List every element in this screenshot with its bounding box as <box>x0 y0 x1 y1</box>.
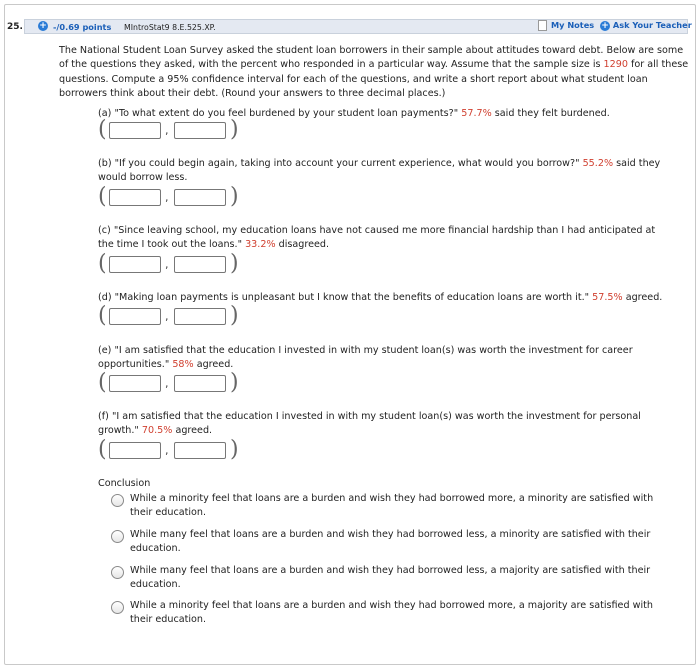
part-percent: 33.2% <box>245 239 276 251</box>
intro-text-end: for all these questions. Compute a 95% confidence interval for each of the questions, and write a short report about what student loan borrowers think about their debt. (Round your answers to three decimal places.) <box>59 59 689 100</box>
conclusion-label: Conclusion <box>98 478 151 489</box>
part-suffix: disagreed. <box>278 239 330 251</box>
part-question: "I am satisfied that the education I invested in with my student loan(s) was worth the investment for career opportunities." <box>98 345 633 371</box>
part-f-lower-input[interactable] <box>109 442 161 459</box>
part-c-prompt <box>98 224 673 252</box>
part-f-upper-input[interactable] <box>174 442 226 459</box>
part-e-upper-input[interactable] <box>174 375 226 392</box>
ask-plus-icon: + <box>601 20 609 31</box>
part-d-prompt <box>98 291 673 305</box>
part-e-prompt <box>98 344 673 372</box>
part-question: "Making loan payments is unpleasant but I know that the benefits of education loans are worth it." <box>114 292 590 303</box>
question-source: MIntroStat9 8.E.525.XP. <box>124 23 216 32</box>
part-label: (a) <box>98 108 112 119</box>
close-paren: ) <box>230 251 239 276</box>
option-text: While many feel that loans are a burden and wish they had borrowed less, a majority are satisfied with their education. <box>130 565 651 591</box>
part-c-upper-input[interactable] <box>174 256 226 273</box>
part-e-interval <box>98 370 243 395</box>
ask-teacher-button[interactable] <box>600 20 692 31</box>
part-question: "I am satisfied that the education I invested in with my student loan(s) was worth the investment for personal growth." <box>98 411 641 437</box>
radio-button[interactable] <box>111 494 124 507</box>
part-a-lower-input[interactable] <box>109 122 161 139</box>
part-label: (d) <box>98 292 112 303</box>
interval-comma: , <box>165 444 169 457</box>
notes-icon <box>538 20 547 31</box>
radio-button[interactable] <box>111 566 124 579</box>
part-label: (c) <box>98 225 111 236</box>
part-b-lower-input[interactable] <box>109 189 161 206</box>
part-b-upper-input[interactable] <box>174 189 226 206</box>
sample-size: 1290 <box>603 59 628 71</box>
part-a-interval <box>98 117 243 142</box>
part-suffix: agreed. <box>625 292 663 303</box>
part-c-interval <box>98 251 243 276</box>
open-paren: ( <box>98 184 107 209</box>
conclusion-option-3[interactable] <box>111 564 676 593</box>
part-a-upper-input[interactable] <box>174 122 226 139</box>
part-question: "If you could begin again, taking into account your current experience, what would you borrow?" <box>114 158 580 169</box>
radio-button[interactable] <box>111 530 124 543</box>
interval-comma: , <box>165 377 169 390</box>
open-paren: ( <box>98 117 107 142</box>
part-c-lower-input[interactable] <box>109 256 161 273</box>
part-b-prompt <box>98 157 673 185</box>
close-paren: ) <box>230 184 239 209</box>
option-text: While a minority feel that loans are a burden and wish they had borrowed more, a majority are satisfied with their education. <box>130 600 653 626</box>
part-question: "To what extent do you feel burdened by your student loan payments?" <box>114 108 459 119</box>
intro-text-start: The National Student Loan Survey asked the student loan borrowers in their sample about attitudes toward debt. Below are some of the questions they asked, with the percent who responded in a particular way. Assume that the sample size is <box>59 45 684 71</box>
my-notes-label: My Notes <box>551 20 595 30</box>
question-intro <box>59 44 689 102</box>
part-label: (b) <box>98 158 112 169</box>
part-suffix: said they would borrow less. <box>98 158 661 184</box>
my-notes-button[interactable] <box>538 20 594 33</box>
part-percent: 55.2% <box>582 158 614 169</box>
conclusion-option-2[interactable] <box>111 528 676 557</box>
open-paren: ( <box>98 303 107 328</box>
part-suffix: agreed. <box>196 359 234 371</box>
close-paren: ) <box>230 370 239 395</box>
interval-comma: , <box>165 191 169 204</box>
part-e-lower-input[interactable] <box>109 375 161 392</box>
part-percent: 58% <box>172 359 194 371</box>
conclusion-option-4[interactable] <box>111 599 676 628</box>
part-suffix: agreed. <box>175 425 213 437</box>
interval-comma: , <box>165 124 169 137</box>
part-label: (f) <box>98 411 109 422</box>
radio-button[interactable] <box>111 601 124 614</box>
part-percent: 57.5% <box>592 292 623 303</box>
part-d-interval <box>98 303 243 328</box>
part-b-interval <box>98 184 243 209</box>
ask-teacher-label: Ask Your Teacher <box>612 20 692 30</box>
part-f-interval <box>98 437 243 462</box>
close-paren: ) <box>230 117 239 142</box>
open-paren: ( <box>98 251 107 276</box>
part-d-lower-input[interactable] <box>109 308 161 325</box>
part-question: "Since leaving school, my education loans have not caused me more financial hardship than I had anticipated at the time I took out the loans." <box>98 225 656 251</box>
interval-comma: , <box>165 258 169 271</box>
open-paren: ( <box>98 370 107 395</box>
option-text: While a minority feel that loans are a burden and wish they had borrowed more, a minority are satisfied with their education. <box>130 493 654 519</box>
option-text: While many feel that loans are a burden and wish they had borrowed less, a minority are satisfied with their education. <box>130 529 651 555</box>
close-paren: ) <box>230 437 239 462</box>
part-d-upper-input[interactable] <box>174 308 226 325</box>
part-f-prompt <box>98 410 673 438</box>
open-paren: ( <box>98 437 107 462</box>
part-label: (e) <box>98 345 112 356</box>
part-percent: 57.7% <box>461 108 492 119</box>
interval-comma: , <box>165 310 169 323</box>
conclusion-option-1[interactable] <box>111 492 676 521</box>
part-suffix: said they felt burdened. <box>494 108 610 119</box>
expand-plus-icon[interactable]: + <box>39 21 47 31</box>
question-number: 25. <box>7 22 23 32</box>
close-paren: ) <box>230 303 239 328</box>
part-percent: 70.5% <box>141 425 173 437</box>
points-label[interactable]: -/0.69 points <box>53 22 112 32</box>
